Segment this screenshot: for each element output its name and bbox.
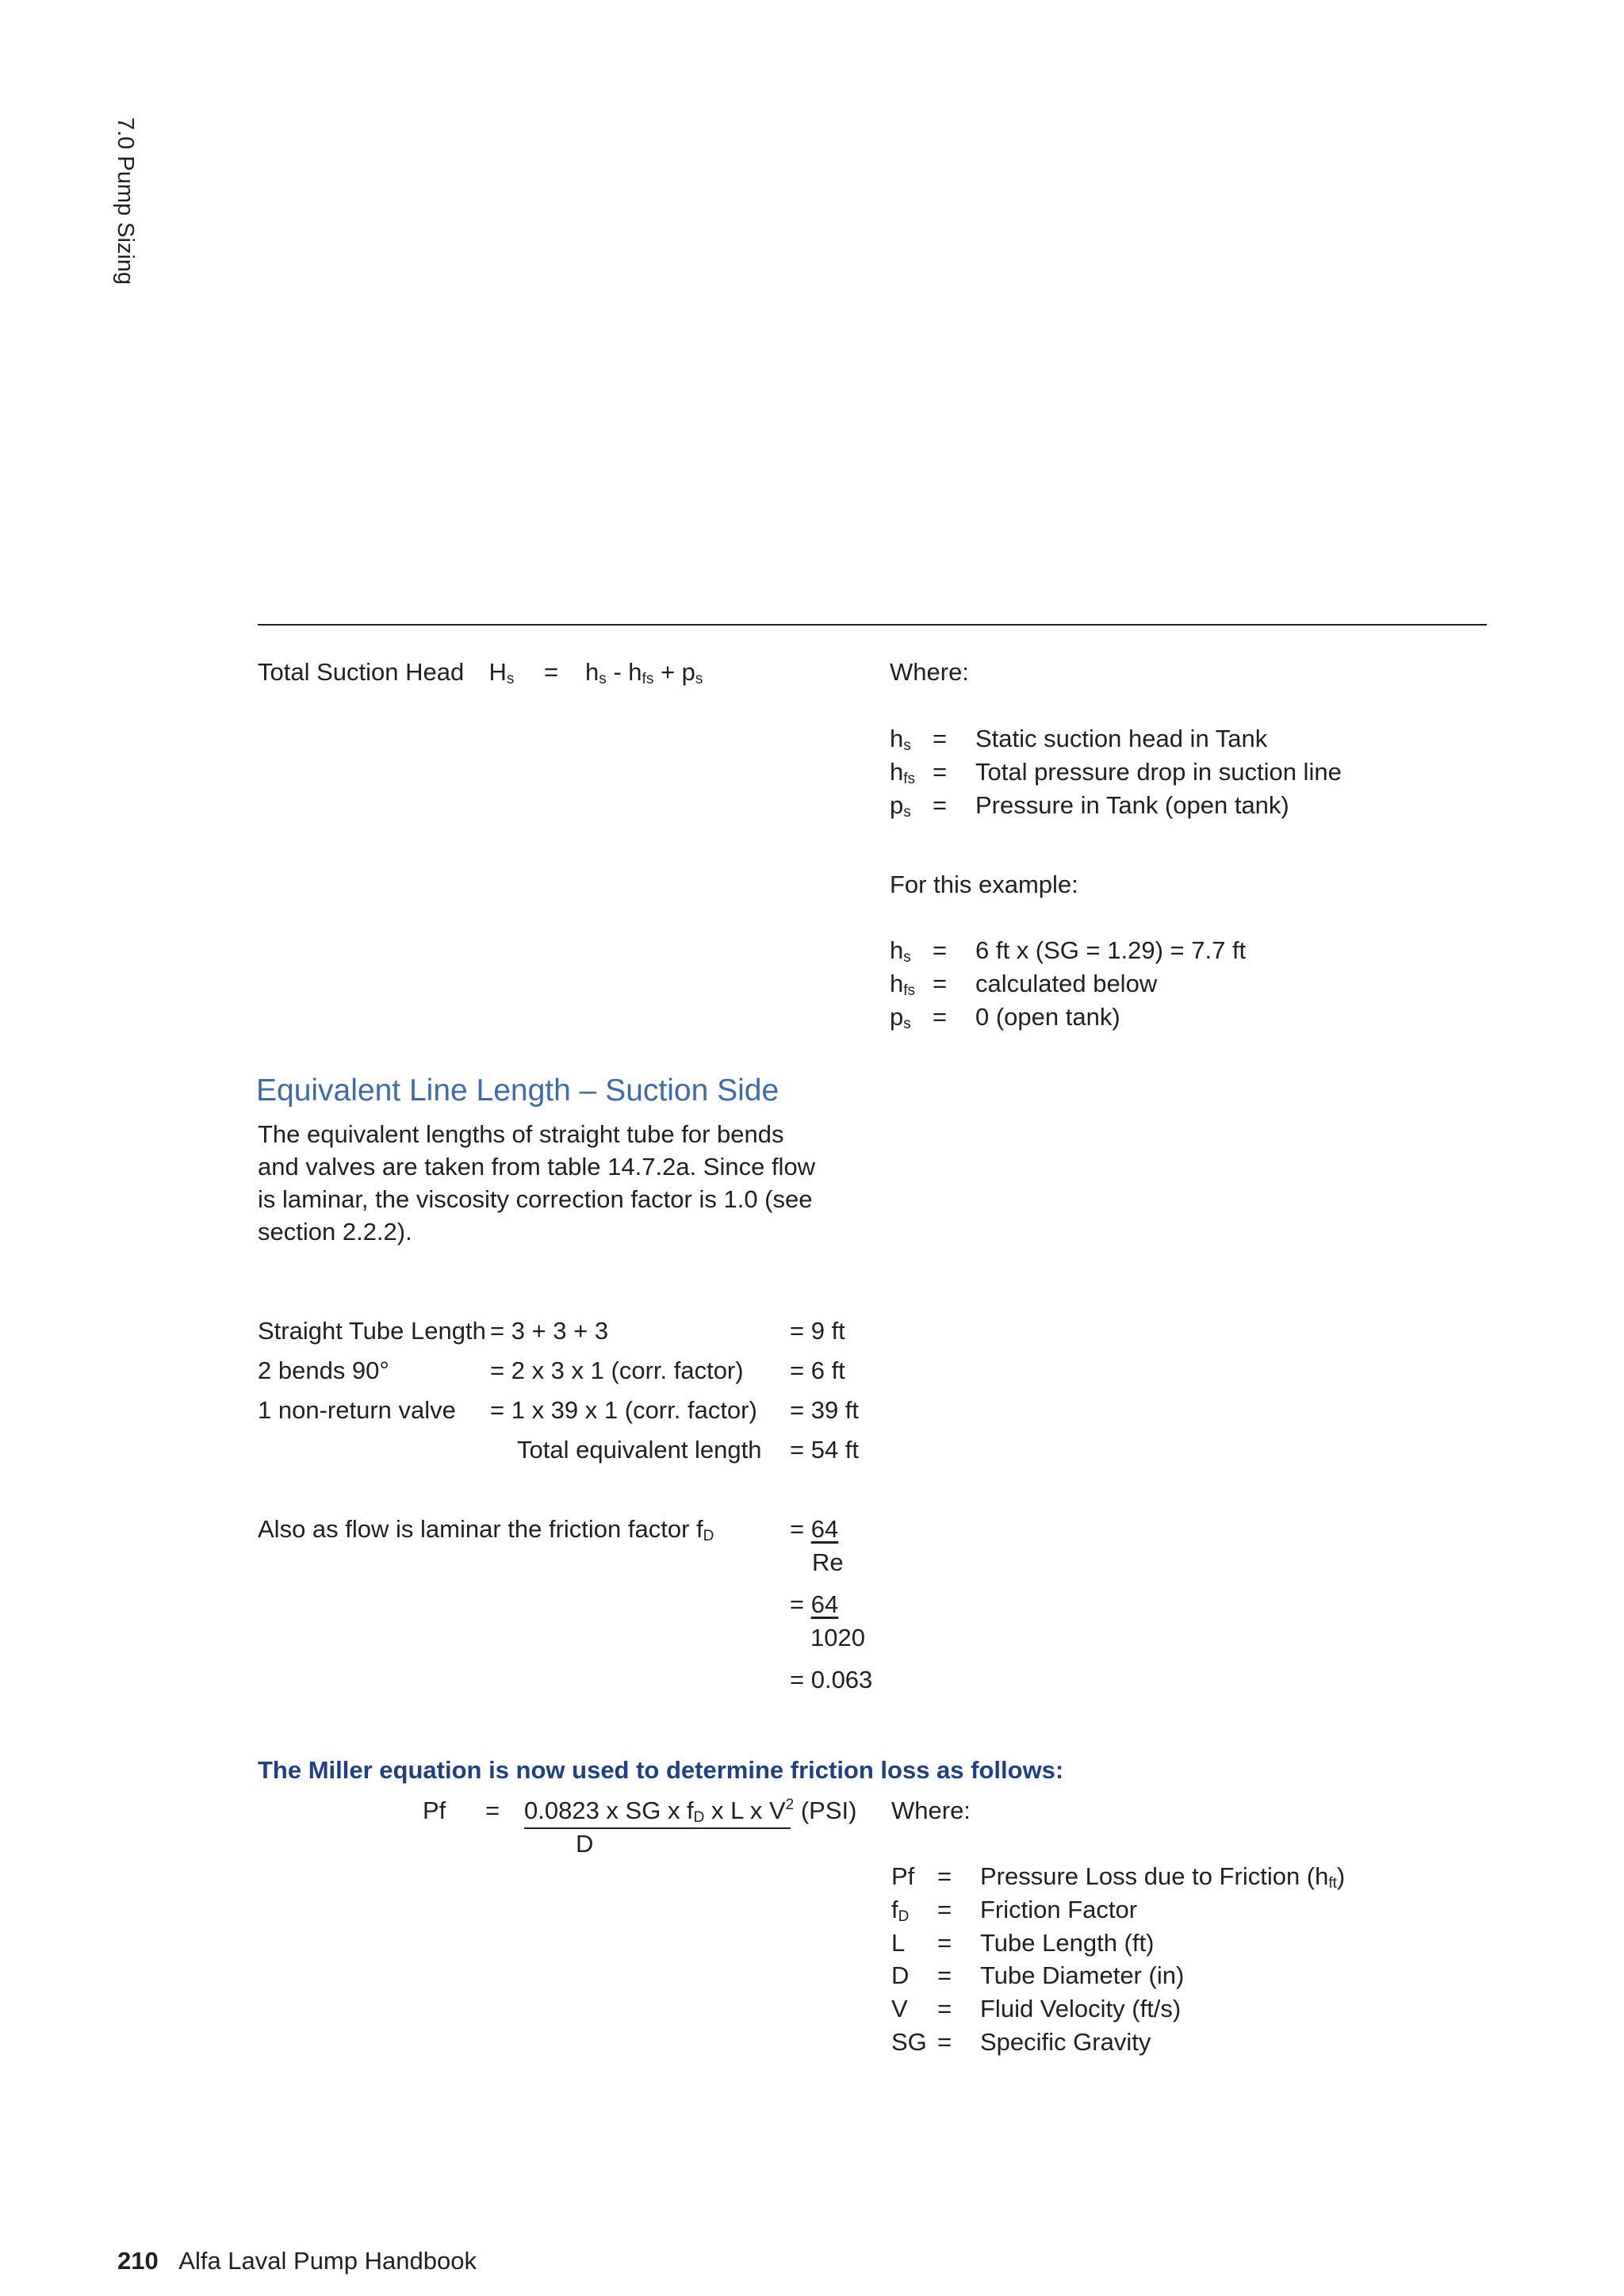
- miller-fraction-bar: [524, 1827, 791, 1829]
- miller-heading: The Miller equation is now used to determine friction loss as follows:: [258, 1756, 1064, 1784]
- friction-result: = 0.063: [790, 1666, 873, 1693]
- formula-equals: =: [544, 658, 559, 686]
- miller-def-text: Pressure Loss due to Friction $(h_{ft})$: [980, 1862, 1346, 1892]
- section-paragraph: The equivalent lengths of straight tube for bends and valves are taken from table 14.7.2a. Since flow is laminar, the viscosity correction factor is 1.0 (see section 2.2.2).: [258, 1120, 816, 1246]
- table-row-result: = 6 ft: [790, 1357, 845, 1384]
- top-divider: [258, 624, 1487, 626]
- miller-denominator: D: [576, 1830, 594, 1858]
- miller-numerator: 0.0823 x SG x $f_D$ x L x $V^2$ (PSI): [524, 1797, 857, 1826]
- example-symbol: $h_s$: [890, 936, 911, 966]
- example-text: 6 ft x (SG = 1.29) = 7.7 ft: [975, 936, 1247, 964]
- definition-equals: =: [933, 758, 948, 786]
- where-label: Where:: [890, 658, 969, 686]
- friction-factor-label: Also as flow is laminar the friction factor $f_D$: [258, 1515, 714, 1544]
- table-row-calc: = 3 + 3 + 3: [490, 1317, 609, 1345]
- miller-def-text: Fluid Velocity (ft/s): [980, 1995, 1182, 2022]
- miller-where-label: Where:: [891, 1797, 971, 1824]
- table-row-result: = 39 ft: [790, 1396, 860, 1424]
- miller-def-equals: =: [937, 1929, 952, 1957]
- table-total-label: Total equivalent length: [517, 1436, 762, 1464]
- formula-symbol: H: [488, 658, 507, 686]
- friction-denominator-2: 1020: [810, 1624, 865, 1651]
- definition-equals: =: [933, 791, 948, 819]
- miller-def-symbol: $f_D$: [891, 1896, 910, 1925]
- example-text: 0 (open tank): [975, 1003, 1120, 1031]
- table-total-result: = 54 ft: [790, 1436, 860, 1464]
- miller-def-symbol: L: [891, 1929, 906, 1957]
- friction-denominator-1: Re: [812, 1548, 844, 1576]
- example-equals: =: [933, 936, 948, 964]
- miller-def-equals: =: [937, 2028, 952, 2056]
- table-row-label: Straight Tube Length: [258, 1317, 486, 1345]
- miller-def-symbol: Pf: [891, 1862, 915, 1890]
- friction-fraction-2: = 64: [790, 1590, 839, 1618]
- miller-def-text: Friction Factor: [980, 1896, 1138, 1923]
- formula-label: Total Suction Head: [258, 658, 465, 686]
- miller-def-text: Tube Diameter (in): [980, 1961, 1185, 1989]
- table-row-label: 2 bends 90°: [258, 1357, 389, 1384]
- miller-equals: =: [485, 1797, 500, 1824]
- miller-def-equals: =: [937, 1862, 952, 1890]
- miller-def-equals: =: [937, 1995, 952, 2022]
- table-row-calc: = 1 x 39 x 1 (corr. factor): [490, 1396, 757, 1424]
- definition-text: Pressure in Tank (open tank): [975, 791, 1289, 819]
- miller-def-equals: =: [937, 1896, 952, 1923]
- miller-def-symbol: SG: [891, 2028, 927, 2056]
- formula-rhs: $h_s - h_{fs} + p_s$: [585, 658, 703, 687]
- example-equals: =: [933, 1003, 948, 1031]
- miller-def-symbol: V: [891, 1995, 908, 2022]
- example-symbol: $h_{fs}$: [890, 970, 916, 999]
- definition-symbol: $h_s$: [890, 725, 911, 754]
- miller-def-symbol: D: [891, 1961, 910, 1989]
- definition-symbol: $p_s$: [890, 791, 911, 821]
- miller-lhs: Pf: [423, 1797, 446, 1824]
- table-row-result: = 9 ft: [790, 1317, 845, 1345]
- book-title: Alfa Laval Pump Handbook: [178, 2247, 477, 2275]
- total-suction-head-formula: Total Suction Head $H_s$: [258, 658, 515, 687]
- definition-equals: =: [933, 725, 948, 752]
- miller-def-text: Tube Length (ft): [980, 1929, 1155, 1957]
- definition-text: Total pressure drop in suction line: [975, 758, 1342, 786]
- table-row-label: 1 non-return valve: [258, 1396, 456, 1424]
- section-side-label: 7.0 Pump Sizing: [113, 117, 138, 285]
- example-label: For this example:: [890, 871, 1078, 898]
- example-symbol: $p_s$: [890, 1003, 911, 1032]
- table-row-calc: = 2 x 3 x 1 (corr. factor): [490, 1357, 744, 1384]
- definition-text: Static suction head in Tank: [975, 725, 1268, 752]
- page-number: 210: [117, 2247, 159, 2275]
- miller-def-equals: =: [937, 1961, 952, 1989]
- section-heading: Equivalent Line Length – Suction Side: [256, 1073, 779, 1108]
- example-equals: =: [933, 970, 948, 997]
- definition-symbol: $h_{fs}$: [890, 758, 916, 787]
- friction-fraction-1: = 64: [790, 1515, 839, 1543]
- page-footer: [117, 2245, 477, 2277]
- example-text: calculated below: [975, 970, 1158, 997]
- miller-def-text: Specific Gravity: [980, 2028, 1151, 2056]
